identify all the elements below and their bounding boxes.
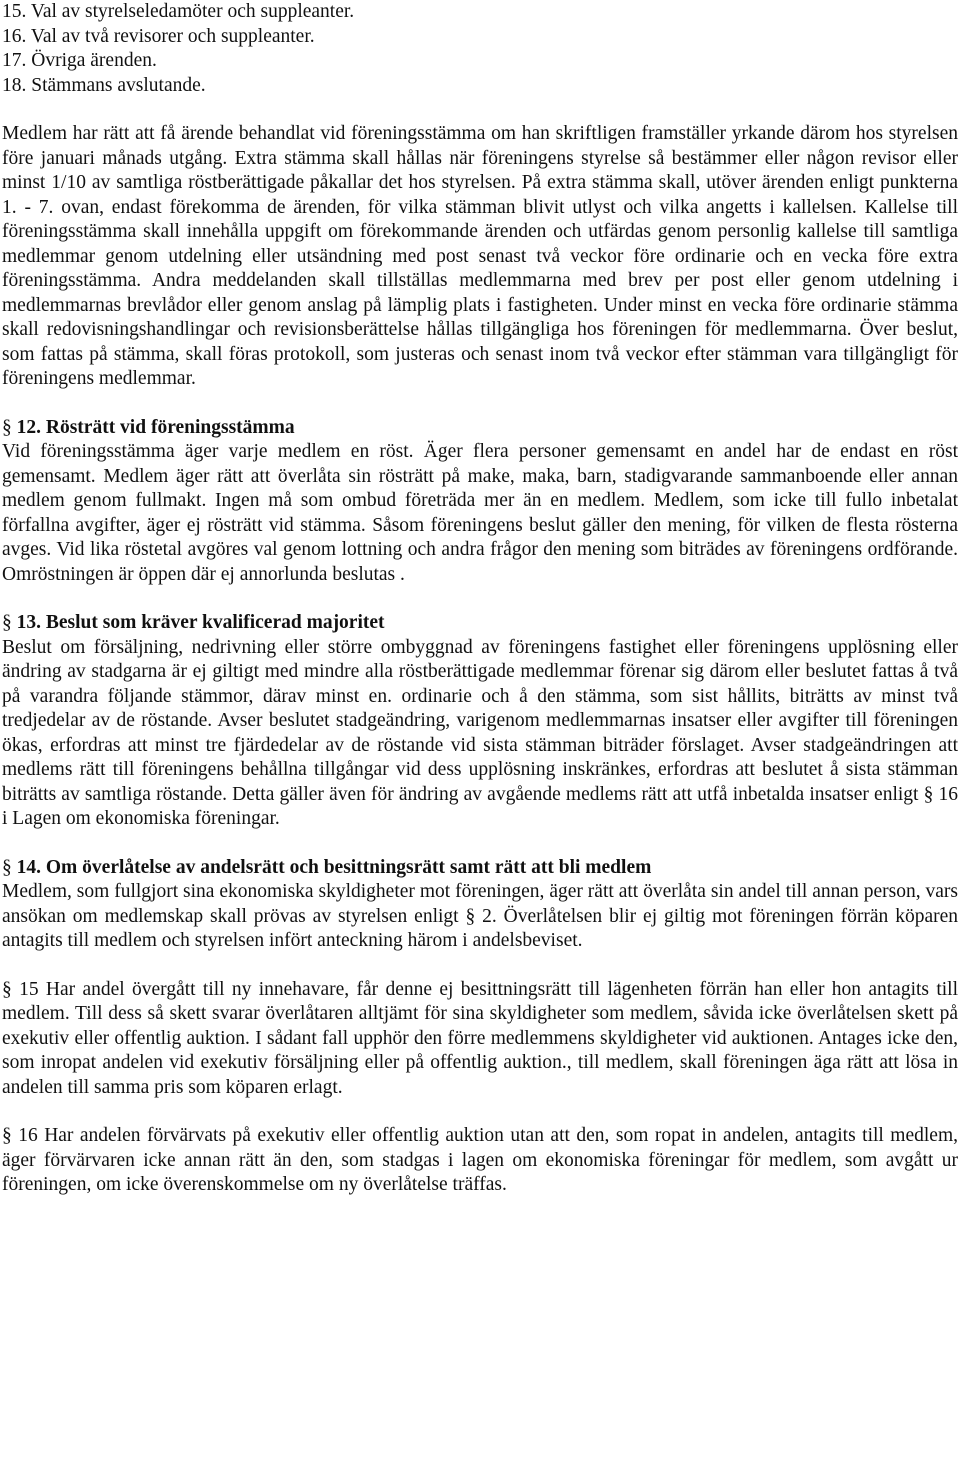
agenda-item: 16. Val av två revisorer och suppleanter. <box>2 25 315 47</box>
section-number: 14. <box>16 856 41 878</box>
section-body: Medlem, som fullgjort sina ekonomiska skyldigheter mot föreningen, äger rätt att överlåta sin andel till annan person, vars ansökan om medlemskap skall prövas av styrelsen enligt § 2. Överlåtelsen blir ej giltig mot föreningen förrän köparen antagits till medlem och styrelsen infört anteckning härom i andelsbeviset. <box>2 881 958 951</box>
section-number: 13. <box>16 612 41 633</box>
section-body: Beslut om försäljning, nedrivning eller större ombyggnad av föreningens fastighet eller föreningens upplösning eller ändring av stadgarna är ej giltigt med mindre alla röstberättigade medlemmar förenar sig därom eller beslutet fattas å två på varandra följande stämmor, därav minst en. ordinarie och å den stämma, som sist hållits, biträtts av minst två tredjedelar av de röstande. Avser beslutet stadgeändring, varigenom medlemmarnas insatser eller avgifter till föreningen ökas, erfordras att minst tre fjärdedelar av de röstande vid sista stämman biträder förslaget. Avser stadgeändringen att medlems rätt till föreningens behållna tillgångar vid dess upplösning inskränkes, erfordras att beslutet å sista stämman biträtts av samtliga röstande. Detta gäller även för ändring av avgående medlems rätt att utfå inbetalda insatser enligt § 16 i Lagen om ekonomiska föreningar. <box>2 636 958 829</box>
section-symbol: § <box>2 416 12 438</box>
section-14 <box>2 856 958 954</box>
agenda-item: 17. Övriga ärenden. <box>2 50 157 71</box>
section-title: Om överlåtelse av andelsrätt och besittningsrätt samt rätt att bli medlem <box>45 856 652 878</box>
paragraph-16: § 16 Har andelen förvärvats på exekutiv eller offentlig auktion utan att den, som ropat in andelen, antagits till medlem, äger förvärvaren icke annan rätt än den, som stadgas i lagen om ekonomiska föreningar för medlem, som avgått ur föreningen, om icke överenskommelse om ny överlåtelse träffas. <box>2 1125 958 1195</box>
paragraph-15: § 15 Har andel övergått till ny innehavare, får denne ej besittningsrätt till lägenheten förrän han eller hon antagits till medlem. Till dess så skett svarar överlåtaren alltjämt för sina skyldigheter som medlem, såvida icke överlåtelsen skett på exekutiv eller offentlig auktion. I sådant fall upphör den förre medlemmens skyldigheter vid auktionen. Antages icke den, som inropat andelen vid exekutiv försäljning eller på offentlig auktion., till medlem, skall föreningen äga rätt att lösa in andelen till samma pris som köparen erlagt. <box>2 978 958 1098</box>
agenda-item: 15. Val av styrelseledamöter och suppleanter. <box>2 1 355 22</box>
section-number: 12. <box>16 416 41 438</box>
section-heading <box>2 416 958 441</box>
section-12 <box>2 416 958 588</box>
intro-paragraph: Medlem har rätt att få ärende behandlat vid föreningsstämma om han skriftligen framställer yrkande därom hos styrelsen före januari månads utgång. Extra stämma skall hållas när föreningens styrelse så bestämmer eller någon revisor eller minst 1/10 av samtliga röstberättigade påkallar det hos styrelsen. På extra stämma skall, utöver ärenden enligt punkterna 1. - 7. ovan, endast förekomma de ärenden, för vilka stämman blivit utlyst och vilka angetts i kallelsen. Kallelse till föreningsstämma skall innehålla uppgift om förekommande ärenden och utfärdas genom personlig kallelse till samtliga medlemmar genom utdelning eller utsändning med post senast två veckor före ordinarie och en vecka före extra föreningsstämma. Andra meddelanden skall tillställas medlemmarna med brev per post eller genom utdelning i medlemmarnas brevlådor eller genom anslag på lämplig plats i fastigheten. Under minst en vecka före ordinarie stämma skall redovisningshandlingar och revisionsberättelse hållas tillgängliga hos föreningen för medlemmarna. Över beslut, som fattas på stämma, skall föras protokoll, som justeras och senast inom två veckor efter stämman vara tillgängligt för föreningens medlemmar. <box>2 123 958 389</box>
section-symbol: § <box>2 856 12 878</box>
section-symbol: § <box>2 612 12 633</box>
agenda-item: 18. Stämmans avslutande. <box>2 74 206 96</box>
section-body: Vid föreningsstämma äger varje medlem en röst. Äger flera personer gemensamt en andel har de endast en röst gemensamt. Medlem äger rätt att överlåta sin rösträtt på make, maka, barn, stadigvarande sammanboende eller annan medlem genom fullmakt. Ingen må som ombud företräda mer än en medlem. Medlem, som icke till fullo inbetalat förfallna avgifter, äger ej rösträtt vid stämma. Såsom föreningens beslut gäller den mening, för vilken de flesta rösterna avges. Vid lika röstetal avgöres val genom lottning och andra frågor den mening som biträdes av föreningens ordförande. Omröstningen är öppen där ej annorlunda beslutas . <box>2 441 958 585</box>
section-heading <box>2 856 958 881</box>
section-13 <box>2 611 958 832</box>
section-title: Beslut som kräver kvalificerad majoritet <box>45 612 385 633</box>
section-heading <box>2 611 958 636</box>
agenda-list <box>2 0 958 98</box>
section-title: Rösträtt vid föreningsstämma <box>45 416 295 438</box>
